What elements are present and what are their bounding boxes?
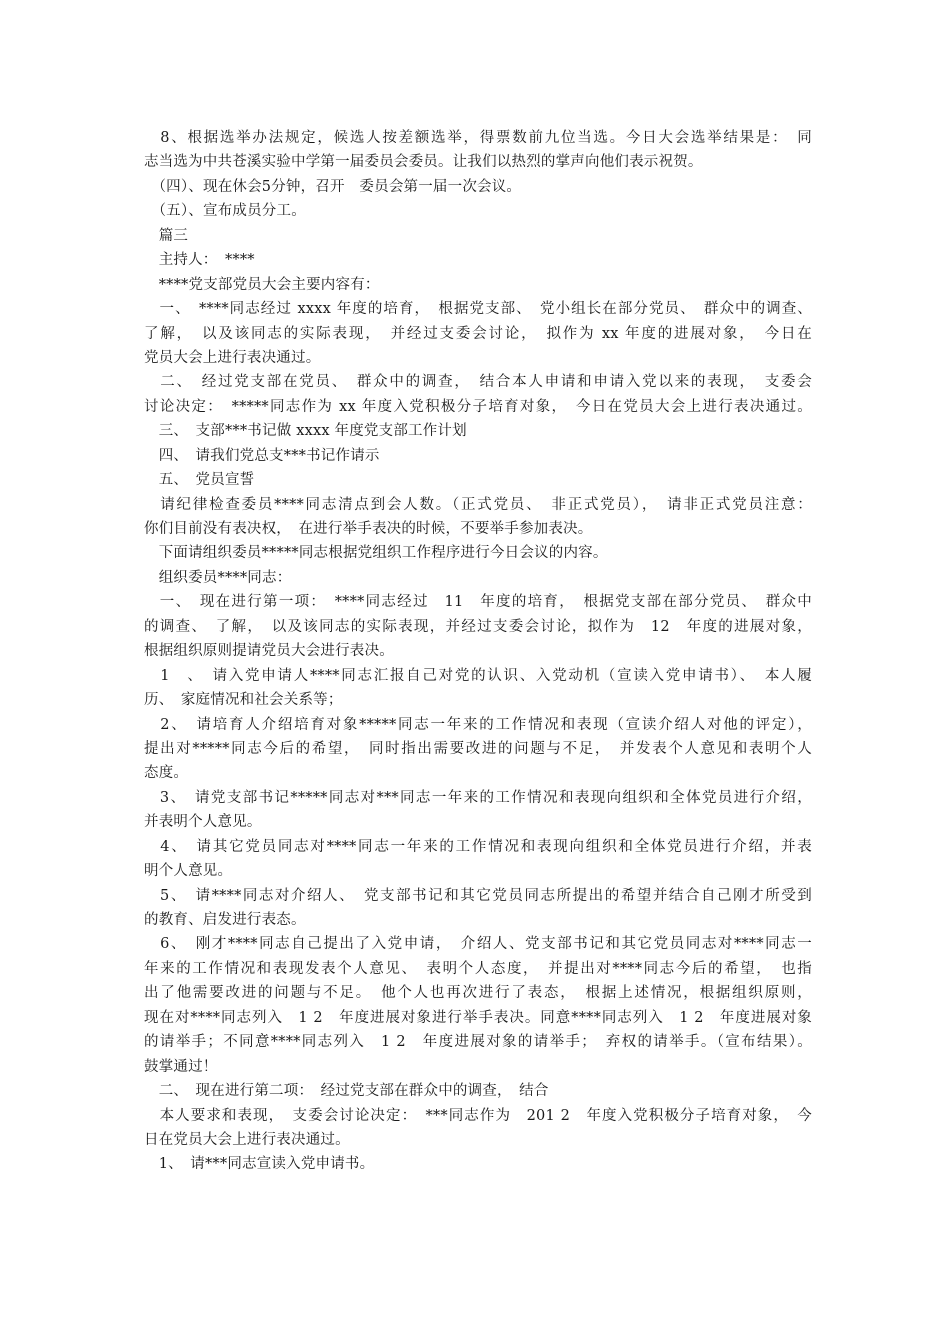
- text-line: 一、 ****同志经过 xxxx 年度的培育， 根据党支部、 党小组长在部分党员、 群众中的调查、: [144, 301, 812, 318]
- text-line: 年来的工作情况和表现发表个人意见、 表明个人态度， 并提出对****同志今后的希望， 也指: [144, 960, 812, 977]
- text-line: 本人要求和表现， 支委会讨论决定： ***同志作为 201 2 年度入党积极分子培育对象， 今: [144, 1107, 812, 1124]
- text-line: ****党支部党员大会主要内容有：: [144, 276, 380, 293]
- text-line: 态度。: [144, 765, 189, 782]
- text-line: 1、 请***同志宣读入党申请书。: [144, 1156, 375, 1173]
- text-line: （五）、宣布成员分工。: [144, 203, 306, 220]
- text-line: 明个人意见。: [144, 863, 233, 880]
- text-line: 6、 刚才****同志自己提出了入党申请， 介绍人、党支部书记和其它党员同志对****同志一: [144, 936, 812, 953]
- text-line: 历、 家庭情况和社会关系等；: [144, 692, 343, 709]
- text-line: 的调查、 了解， 以及该同志的实际表现，并经过支委会讨论，拟作为 12 年度的进展对象，: [144, 618, 812, 635]
- text-line: 篇三: [144, 227, 189, 244]
- text-line: 志当选为中共苍溪实验中学第一届委员会委员。让我们以热烈的掌声向他们表示祝贺。: [144, 154, 703, 171]
- document-body: [144, 126, 812, 1177]
- text-line: 4、 请其它党员同志对****同志一年来的工作情况和表现向组织和全体党员进行介绍，并表: [144, 838, 812, 855]
- text-line: 根据组织原则提请党员大会进行表决。: [144, 643, 394, 660]
- text-line: 8、根据选举办法规定，候选人按差额选举，得票数前九位当选。今日大会选举结果是： 同: [144, 130, 812, 146]
- text-line: 主持人： ****: [144, 252, 255, 269]
- text-line: 党员大会上进行表决通过。: [144, 349, 321, 366]
- text-line: 五、 党员宣誓: [144, 472, 255, 489]
- text-line: 一、 现在进行第一项： ****同志经过 11 年度的培育， 根据党支部在部分党员、 群众中: [144, 594, 812, 611]
- text-line: 讨论决定： *****同志作为 xx 年度入党积极分子培育对象， 今日在党员大会上进行表决通过。: [144, 398, 812, 415]
- text-line: 组织委员****同志：: [144, 569, 292, 586]
- text-line: 出了他需要改进的问题与不足。 他个人也再次进行了表态， 根据上述情况，根据组织原则，: [144, 985, 812, 1002]
- text-line: 的教育、启发进行表态。: [144, 912, 306, 928]
- text-line: 二、 经过党支部在党员、 群众中的调查， 结合本人申请和申请入党以来的表现， 支委会: [144, 374, 812, 391]
- text-line: 现在对****同志列入 1 2 年度进展对象进行举手表决。同意****同志列入 1 2 年度进展对象: [144, 1009, 812, 1026]
- text-line: 提出对*****同志今后的希望， 同时指出需要改进的问题与不足， 并发表个人意见和表明个人: [144, 740, 812, 757]
- text-line: 下面请组织委员*****同志根据党组织工作程序进行今日会议的内容。: [144, 545, 608, 562]
- text-line: 并表明个人意见。: [144, 814, 262, 831]
- text-line: 1 、 请入党申请人****同志汇报自己对党的认识、入党动机（宣读入党申请书）、 本人履: [144, 667, 812, 684]
- text-line: 请纪律检查委员****同志清点到会人数。（正式党员、 非正式党员）， 请非正式党员注意：: [144, 496, 812, 513]
- text-line: 四、 请我们党总支***书记作请示: [144, 447, 380, 464]
- text-line: 3、 请党支部书记*****同志对***同志一年来的工作情况和表现向组织和全体党员进行介绍，: [144, 789, 812, 806]
- text-line: 的请举手；不同意****同志列入 1 2 年度进展对象的请举手； 弃权的请举手。（宣布结果）。: [144, 1034, 812, 1051]
- text-line: 了解， 以及该同志的实际表现， 并经过支委会讨论， 拟作为 xx 年度的进展对象， 今日在: [144, 325, 812, 342]
- text-line: 三、 支部***书记做 xxxx 年度党支部工作计划: [144, 423, 467, 440]
- text-line: 二、 现在进行第二项： 经过党支部在群众中的调查， 结合: [144, 1083, 549, 1100]
- text-line: 你们目前没有表决权， 在进行举手表决的时候，不要举手参加表决。: [144, 521, 593, 537]
- text-line: 鼓掌通过！: [144, 1058, 218, 1075]
- text-line: 5、 请****同志对介绍人、 党支部书记和其它党员同志所提出的希望并结合自己刚才所受到: [144, 887, 812, 904]
- text-line: 日在党员大会上进行表决通过。: [144, 1131, 350, 1148]
- text-line: 2、 请培育人介绍培育对象*****同志一年来的工作情况和表现（宣读介绍人对他的评定），: [144, 716, 812, 733]
- text-line: （四）、现在休会5分钟，召开 委员会第一届一次会议。: [144, 178, 522, 195]
